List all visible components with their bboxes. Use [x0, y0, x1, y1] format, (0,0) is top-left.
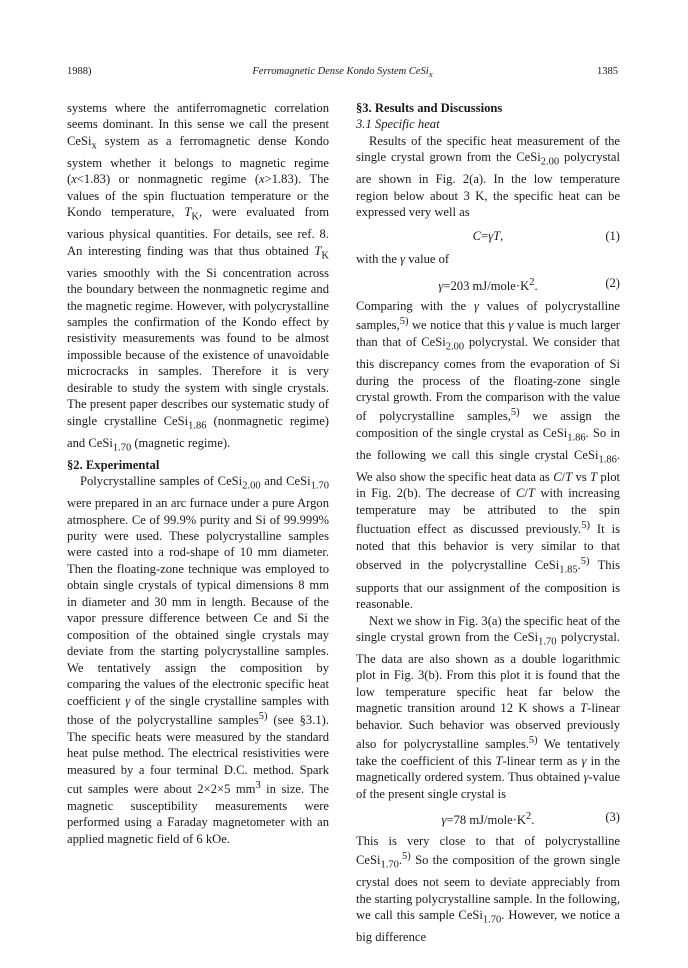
page-number: 1385	[597, 66, 618, 77]
equation-1	[356, 228, 620, 244]
equation-1-text: C=γT,	[472, 228, 504, 243]
intro-paragraph: systems where the antiferromagnetic correlation seems dominant. In this sense we call the present CeSi$_x$ system as a ferromagnetic dense Kondo system whether it belongs to magnetic regime (x<1.83) or nonmagnetic regime (x>1.83). The values of the spin fluctuation temperature or the Kondo temperature, $T_K$, were evaluated from various physical quantities. For details, see ref. 8. An interesting finding was that thus obtained $T_K$ varies smoothly with the Si concentration across the boundary between the nonmagnetic regime and the magnetic regime. However, with polycrystalline samples the confirmation of the Kondo effect by resistivity measurements was found to be almost impossible because of the existence of unavoidable microcracks in samples. Therefore it is very desirable to study the system with single crystals. The present paper describes our systematic study of single crystalline CeSi$_{1.86}$ (nonmagnetic regime) and CeSi$_{1.70}$ (magnetic regime).	[67, 101, 329, 454]
running-header	[67, 66, 618, 82]
left-column	[67, 100, 329, 847]
header-year: 1988)	[67, 66, 92, 77]
results-paragraph-1: Results of the specific heat measurement of the single crystal grown from the CeSi$_{2.00}$ polycrystal are shown in Fig. 2(a). In the low temperature region below about 3 K, the specific heat can be expressed very well as	[356, 133, 620, 220]
header-journal-title	[67, 66, 618, 79]
equation-2-text: γ=203 $mJ/mole\cdot K^2$.	[438, 276, 538, 293]
equation-2-number: (2)	[605, 275, 620, 290]
section-2-heading: §2. Experimental	[67, 457, 160, 472]
experimental-paragraph: Polycrystalline samples of CeSi$_{2.00}$ and CeSi$_{1.70}$ were prepared in an arc furnace under a pure Argon atmosphere. Ce of 99.9% purity and Si of 99.999% purity were used. These polycrystalline samples were casted into a rod-shape of 10 mm diameter. Then the floating-zone technique was employed to obtain single crystals of typical dimensions 8 mm in diameter and 30 mm in length. Because of the vapor pressure difference between Ce and Si the composition of the obtained single crystals may deviate from the starting polycrystalline samples. We tentatively assign the composition by comparing the values of the electronic specific heat coefficient γ of the single crystalline samples with those of the polycrystalline samples$^{5)}$ (see §3.1). The specific heats were measured by the standard heat pulse method. The electrical resistivities were measured by a four terminal D.C. method. Spark cut samples were about 2×2×5 $mm^3$ in size. The magnetic susceptibility measurements were performed using a Faraday magnetometer with an applied magnetic field of 6 kOe.	[67, 474, 329, 846]
equation-2	[356, 275, 620, 291]
section-3-heading: §3. Results and Discussions	[356, 101, 503, 115]
equation-3	[356, 809, 620, 828]
results-paragraph-2: with the γ value of	[356, 252, 450, 267]
results-paragraph-4: Next we show in Fig. 3(a) the specific heat of the single crystal grown from the CeSi$_{1.70}$ polycrystal. The data are also shown as a double logarithmic plot in Fig. 3(b). From this plot it is found that the low temperature specific heat far below the magnetic transition around 12 K shows a T-linear behavior. Such behavior was observed previously also for polycrystalline samples.$^{5)}$ We tentatively take the coefficient of this T-linear term as γ in the magnetically ordered system. Thus obtained γ-value of the present single crystal is	[356, 613, 620, 801]
header-title-subscript: x	[428, 69, 433, 80]
right-column	[356, 100, 620, 946]
equation-1-number: (1)	[605, 228, 620, 243]
results-paragraph-5: This is very close to that of polycrystalline CeSi$_{1.70}$.$^{5)}$ So the composition of the grown single crystal does not seem to deviate appreciably from the starting polycrystalline sample. In the following, we call this sample CeSi$_{1.70}$. However, we notice a big difference	[356, 833, 620, 945]
equation-3-text: γ=78 $mJ/mole\cdot K^2$.	[441, 811, 535, 828]
results-paragraph-3: Comparing with the γ values of polycrystalline samples,$^{5)}$ we notice that this γ value is much larger than that of CeSi$_{2.00}$ polycrystal. We consider that this discrepancy comes from the evaporation of Si during the process of the floating-zone single crystal growth. From the comparison with the value of polycrystalline samples,$^{5)}$ we assign the composition of the single crystal as CeSi$_{1.86}$. So in the following we call this single crystal CeSi$_{1.86}$. We also show the specific heat data as C/T vs T plot in Fig. 2(b). The decrease of C/T with increasing temperature may be attributed to the spin fluctuation effect as discussed previously.$^{5)}$ It is noted that this behavior is very similar to that observed in the polycrystalline CeSi$_{1.85}$.$^{5)}$ This supports that our assignment of the composition is reasonable.	[356, 299, 621, 612]
header-title-text: Ferromagnetic Dense Kondo System CeSi	[252, 66, 429, 77]
equation-3-number: (3)	[605, 810, 620, 825]
subsection-3-1-heading: 3.1 Specific heat	[356, 117, 440, 132]
